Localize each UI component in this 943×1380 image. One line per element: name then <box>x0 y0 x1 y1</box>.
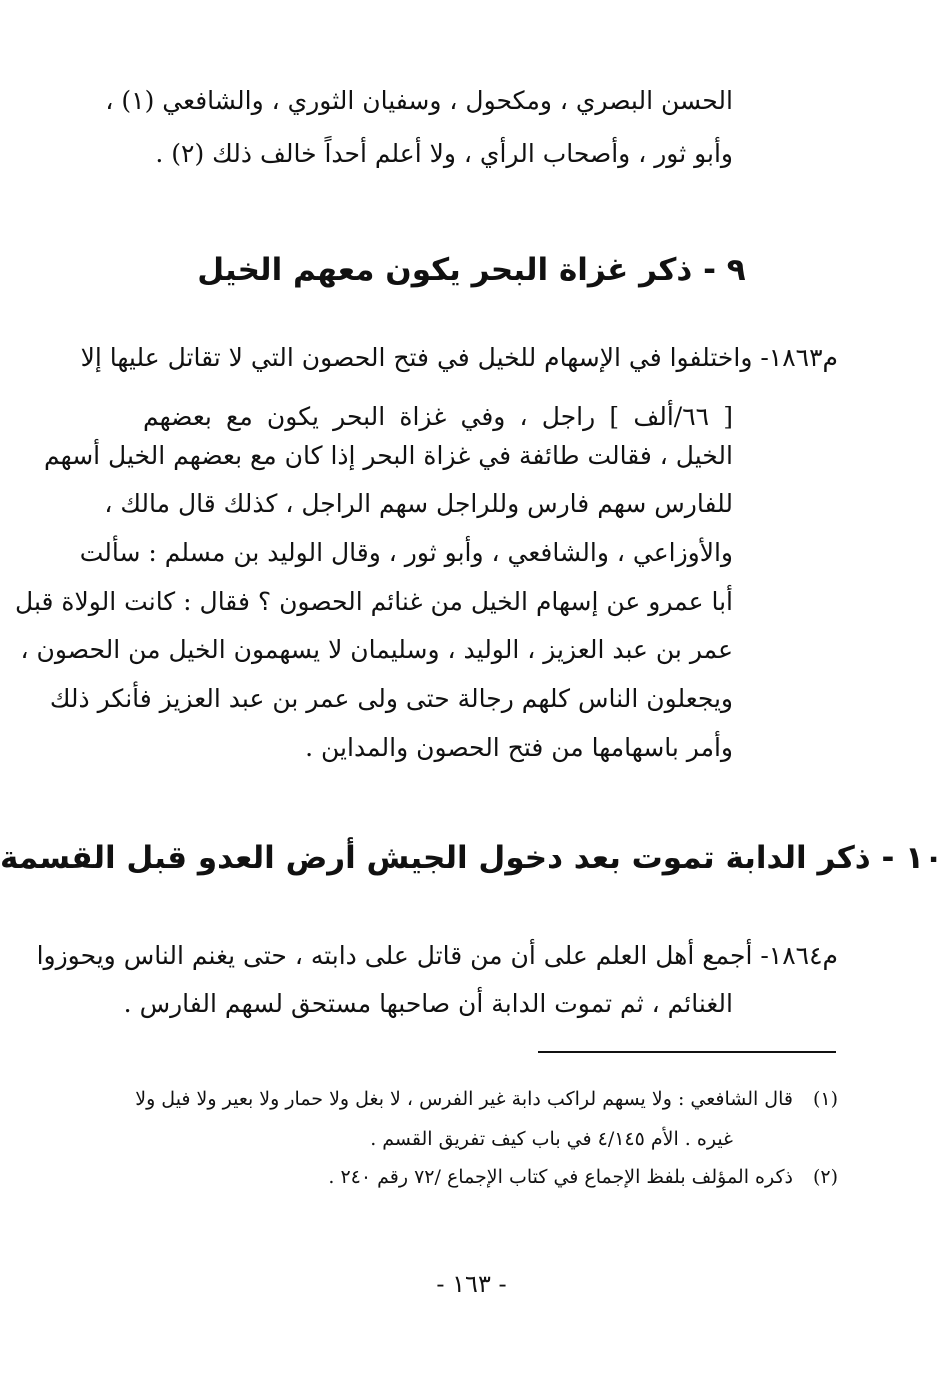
paragraph-line: الخيل ، فقالت طائفة في غزاة البحر إذا كان مع بعضهم الخيل أسهم <box>44 441 733 470</box>
footnote-separator <box>538 1051 836 1053</box>
paragraph-line: والأوزاعي ، والشافعي ، وأبو ثور ، وقال الوليد بن مسلم : سألت <box>79 538 733 567</box>
section-heading-9: ٩ - ذكر غزاة البحر يكون معهم الخيل <box>197 252 746 288</box>
paragraph-line: [ ٦٦/ألف ] راجل ، وفي غزاة البحر يكون مع بعضهم <box>143 402 733 431</box>
footnote-line: قال الشافعي : ولا يسهم لراكب دابة غير الفرس ، لا بغل ولا حمار ولا بعير ولا فيل ولا <box>135 1088 793 1110</box>
paragraph-line: ويجعلون الناس كلهم رجالة حتى ولى عمر بن عبد العزيز فأنكر ذلك <box>49 684 733 713</box>
footnote-line: غيره . الأم ٤/١٤٥ في باب كيف تفريق القسم . <box>370 1128 733 1150</box>
paragraph-line <box>105 86 733 115</box>
footnote-marker: (٢) <box>812 1166 838 1188</box>
section-heading-10: ١٠ - ذكر الدابة تموت بعد دخول الجيش أرض العدو قبل القسمة <box>0 840 943 876</box>
paragraph-line: م١٨٦٤- أجمع أهل العلم على أن من قاتل على دابته ، حتى يغنم الناس ويحوزوا <box>36 941 838 970</box>
paragraph-line: للفارس سهم فارس وللراجل سهم الراجل ، كذلك قال مالك ، <box>104 489 733 518</box>
paragraph-line: وأمر باسهامها من فتح الحصون والمداين . <box>305 733 733 762</box>
footnote-marker: (١) <box>812 1088 838 1110</box>
paragraph-line: أبا عمرو عن إسهام الخيل من غنائم الحصون ؟ فقال : كانت الولاة قبل <box>15 587 733 616</box>
footnote-line: ذكره المؤلف بلفظ الإجماع في كتاب الإجماع /٧٢ رقم ٢٤٠ . <box>328 1166 793 1188</box>
paragraph-line: الغنائم ، ثم تموت الدابة أن صاحبها مستحق لسهم الفارس . <box>123 989 733 1018</box>
paragraph-line: م١٨٦٣- واختلفوا في الإسهام للخيل في فتح الحصون التي لا تقاتل عليها إلا <box>80 343 838 372</box>
page-number: - ١٦٣ - <box>436 1270 507 1298</box>
paragraph-line-text: الحسن البصري ، ومكحول ، وسفيان الثوري ، والشافعي (١) ، <box>105 86 733 115</box>
paragraph-line: عمر بن عبد العزيز ، الوليد ، وسليمان لا يسهمون الخيل من الحصون ، <box>20 635 733 664</box>
paragraph-line: وأبو ثور ، وأصحاب الرأي ، ولا أعلم أحداً خالف ذلك (٢) . <box>155 139 733 168</box>
